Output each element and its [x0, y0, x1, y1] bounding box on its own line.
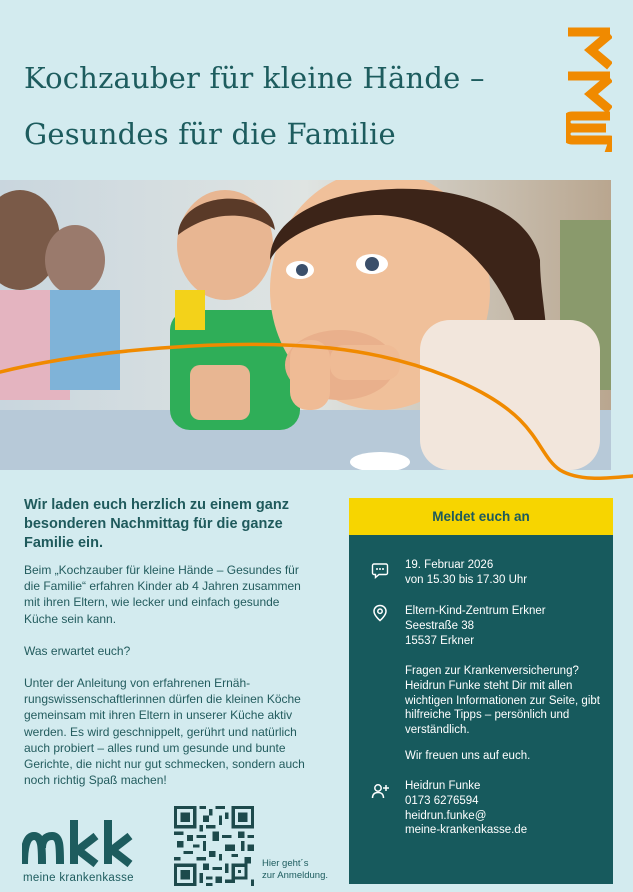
- qr-caption-line-2: zur Anmeldung.: [262, 870, 329, 881]
- intro-text: Wir laden euch herzlich zu einem ganz besonderen Nachmittag für die ganze Familie ein.: [24, 497, 289, 551]
- contact-phone[interactable]: 0173 6276594: [405, 794, 479, 807]
- questions-text: Fragen zur Krankenversicherung? Heidrun Funke steht Dir mit allen wichtigen Informationen zur Seite, gibt hilfreiche Tipps – persönlich und verständlich.: [405, 665, 600, 737]
- event-date: 19. Februar 2026: [405, 559, 494, 571]
- qr-caption: [262, 858, 352, 882]
- location-name: Eltern-Kind-Zentrum Erkner: [405, 605, 546, 617]
- location-pin-icon: [371, 604, 389, 622]
- closing-text: Wir freuen uns auf euch.: [405, 750, 531, 762]
- contact-email-line1[interactable]: heidrun.funke@: [405, 809, 487, 822]
- panel-header: Meldet euch an: [349, 498, 613, 535]
- title-line-2: Gesundes für die Familie: [24, 117, 396, 151]
- body-text: [24, 562, 314, 804]
- body-paragraph-2: Was erwartet euch?: [24, 643, 131, 658]
- event-time: von 15.30 bis 17.30 Uhr: [405, 573, 528, 586]
- contact-block: [405, 779, 610, 838]
- location-city: 15537 Erkner: [405, 634, 475, 647]
- contact-email-line2[interactable]: meine-krankenkasse.de: [405, 824, 528, 837]
- registration-panel: [349, 498, 613, 884]
- chat-calendar-icon: [371, 562, 389, 580]
- location-street: Seestraße 38: [405, 619, 475, 632]
- qr-caption-line-1: Hier geht´s: [262, 858, 309, 869]
- hero-photo: [0, 180, 611, 470]
- event-date-block: [405, 558, 610, 588]
- body-paragraph-3: Unter der Anleitung von erfahrenen Ernährungswissenschaftlerinnen dürfen die kleinen Köche gemeinsam mit ihren Eltern in unserer Küche aktiv werden. Es wird geschnippelt, gerührt und natürlich auch probiert – alles rund um gesunde und bunte Gerichte, die nicht nur gut schmecken, sondern auch noch richtig Spaß machen!: [24, 676, 305, 788]
- body-paragraph-1: Beim „Kochzauber für kleine Hände – Gesundes für die Familie“ erfahren Kinder ab 4 Jahren zusammen mit ihren Eltern, wie lecker und einfach gesunde Küche sein kann.: [24, 563, 301, 626]
- event-location-block: [405, 604, 610, 648]
- mkk-logo-vertical: [566, 24, 612, 152]
- contact-name: Heidrun Funke: [405, 780, 481, 792]
- contact-person-icon: [371, 782, 389, 800]
- registration-qr-code[interactable]: [174, 806, 254, 886]
- page-title: [24, 50, 544, 162]
- logo-subtitle: meine krankenkasse: [23, 872, 134, 884]
- title-line-1: Kochzauber für kleine Hände –: [24, 61, 485, 95]
